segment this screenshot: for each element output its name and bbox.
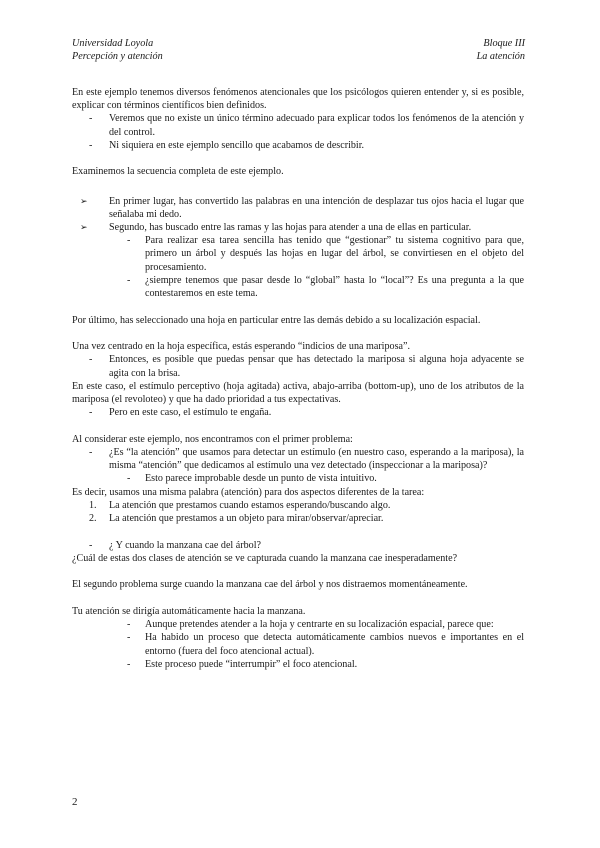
list-item — [72, 353, 524, 379]
paragraph: El segundo problema surge cuando la manzana cae del árbol y nos distraemos momentáneamente. — [72, 579, 468, 591]
header-right — [477, 37, 525, 63]
bullet-dash: - — [127, 235, 131, 247]
paragraph: Examinemos la secuencia completa de este ejemplo. — [72, 166, 284, 178]
bullet-dash: - — [89, 539, 93, 551]
list-item — [72, 221, 524, 234]
list-item-text: Aunque pretendes atender a la hoja y centrarte en su localización espacial, parece que: — [145, 619, 494, 631]
header-left — [72, 37, 163, 63]
bullet-dash: - — [89, 113, 93, 125]
list-item-text: Pero en este caso, el estímulo te engaña. — [109, 407, 272, 419]
list-item — [72, 539, 524, 552]
paragraph: En este caso, el estímulo perceptivo (hoja agitada) activa, abajo-arriba (bottom-up), uno de los atributos de la mariposa (el revoloteo) y que ha dado prioridad a tus expectativas. — [72, 380, 524, 406]
list-item — [72, 112, 524, 138]
list-item-text: Entonces, es posible que puedas pensar que has detectado la mariposa si alguna hoja adyacente se agita con la brisa. — [109, 354, 524, 379]
header-topic: La atención — [476, 51, 525, 62]
header-university: Universidad Loyola — [72, 38, 154, 49]
paragraph: En este ejemplo tenemos diversos fenómenos atencionales que los psicólogos quieren entender y, si es posible, explicar con términos científicos bien definidos. — [72, 87, 524, 112]
bullet-dash: - — [127, 473, 131, 485]
bullet-dash: - — [89, 354, 93, 366]
list-item — [72, 139, 524, 152]
list-item-text: ¿ Y cuando la manzana cae del árbol? — [109, 539, 261, 551]
list-number: 2. — [89, 513, 97, 525]
list-item-text: Ni siquiera en este ejemplo sencillo que acabamos de describir. — [109, 139, 365, 151]
paragraph: Al considerar este ejemplo, nos encontramos con el primer problema: — [72, 433, 353, 445]
arrow-bullet-icon: ➢ — [80, 222, 88, 233]
sub-list-item — [72, 658, 524, 671]
paragraph: Tu atención se dirigía automáticamente hacia la manzana. — [72, 606, 306, 618]
numbered-item — [72, 499, 524, 512]
bullet-dash: - — [127, 632, 131, 644]
sub-list-item — [72, 234, 524, 274]
paragraph: Una vez centrado en la hoja específica, estás esperando “indicios de una mariposa”. — [72, 341, 410, 353]
list-number: 1. — [89, 499, 97, 511]
paragraph: Por último, has seleccionado una hoja en particular entre las demás debido a su localización espacial. — [72, 314, 481, 326]
page-number: 2 — [72, 796, 78, 808]
list-item — [72, 406, 524, 419]
list-item-text: ¿siempre tenemos que pasar desde lo “global” hasta lo “local”? Es una pregunta a la que contestaremos en este tema. — [145, 274, 524, 300]
document-body — [72, 86, 524, 671]
list-item-text: La atención que prestamos a un objeto para mirar/observar/apreciar. — [109, 513, 384, 525]
bullet-dash: - — [127, 274, 131, 286]
bullet-dash: - — [89, 407, 93, 419]
sub-list-item — [72, 618, 524, 631]
paragraph: Es decir, usamos una misma palabra (atención) para dos aspectos diferentes de la tarea: — [72, 486, 425, 498]
list-item-text: Esto parece improbable desde un punto de vista intuitivo. — [145, 473, 377, 485]
sub-list-item — [72, 631, 524, 657]
arrow-bullet-icon: ➢ — [80, 195, 88, 206]
list-item-text: La atención que prestamos cuando estamos esperando/buscando algo. — [109, 499, 391, 511]
list-item — [72, 446, 524, 472]
list-item-text: ¿Es “la atención” que usamos para detectar un estímulo (en nuestro caso, esperando a la mariposa), la misma “atención” que dedicamos al estímulo una vez detectado (inspeccionar a la mariposa)? — [109, 447, 524, 472]
paragraph: ¿Cuál de estas dos clases de atención se ve capturada cuando la manzana cae inesperadamente? — [72, 552, 458, 564]
numbered-item — [72, 512, 524, 525]
bullet-dash: - — [127, 619, 131, 631]
list-item-text: Ha habido un proceso que detecta automáticamente cambios nuevos e importantes en el entorno (fuera del foco atencional actual). — [145, 632, 524, 657]
list-item-text: Este proceso puede “interrumpir” el foco atencional. — [145, 658, 358, 670]
bullet-dash: - — [127, 658, 131, 670]
sub-list-item — [72, 472, 524, 485]
header-course: Percepción y atención — [72, 51, 163, 62]
list-item-text: Veremos que no existe un único término adecuado para explicar todos los fenómenos de la atención y del control. — [109, 113, 524, 138]
sub-list-item — [72, 274, 524, 300]
list-item-text: En primer lugar, has convertido las palabras en una intención de desplazar tus ojos hacia el lugar que señalaba mi dedo. — [109, 195, 524, 220]
bullet-dash: - — [89, 447, 93, 459]
list-item — [72, 195, 524, 221]
list-item-text: Segundo, has buscado entre las ramas y las hojas para atender a una de ellas en particular. — [109, 222, 472, 234]
list-item-text: Para realizar esa tarea sencilla has tenido que “gestionar” tu sistema cognitivo para que, primero un árbol y después las hojas en lugar del árbol, se convirtiesen en el objeto del procesamiento. — [145, 235, 524, 273]
bullet-dash: - — [89, 139, 93, 151]
header-block: Bloque III — [483, 38, 525, 49]
